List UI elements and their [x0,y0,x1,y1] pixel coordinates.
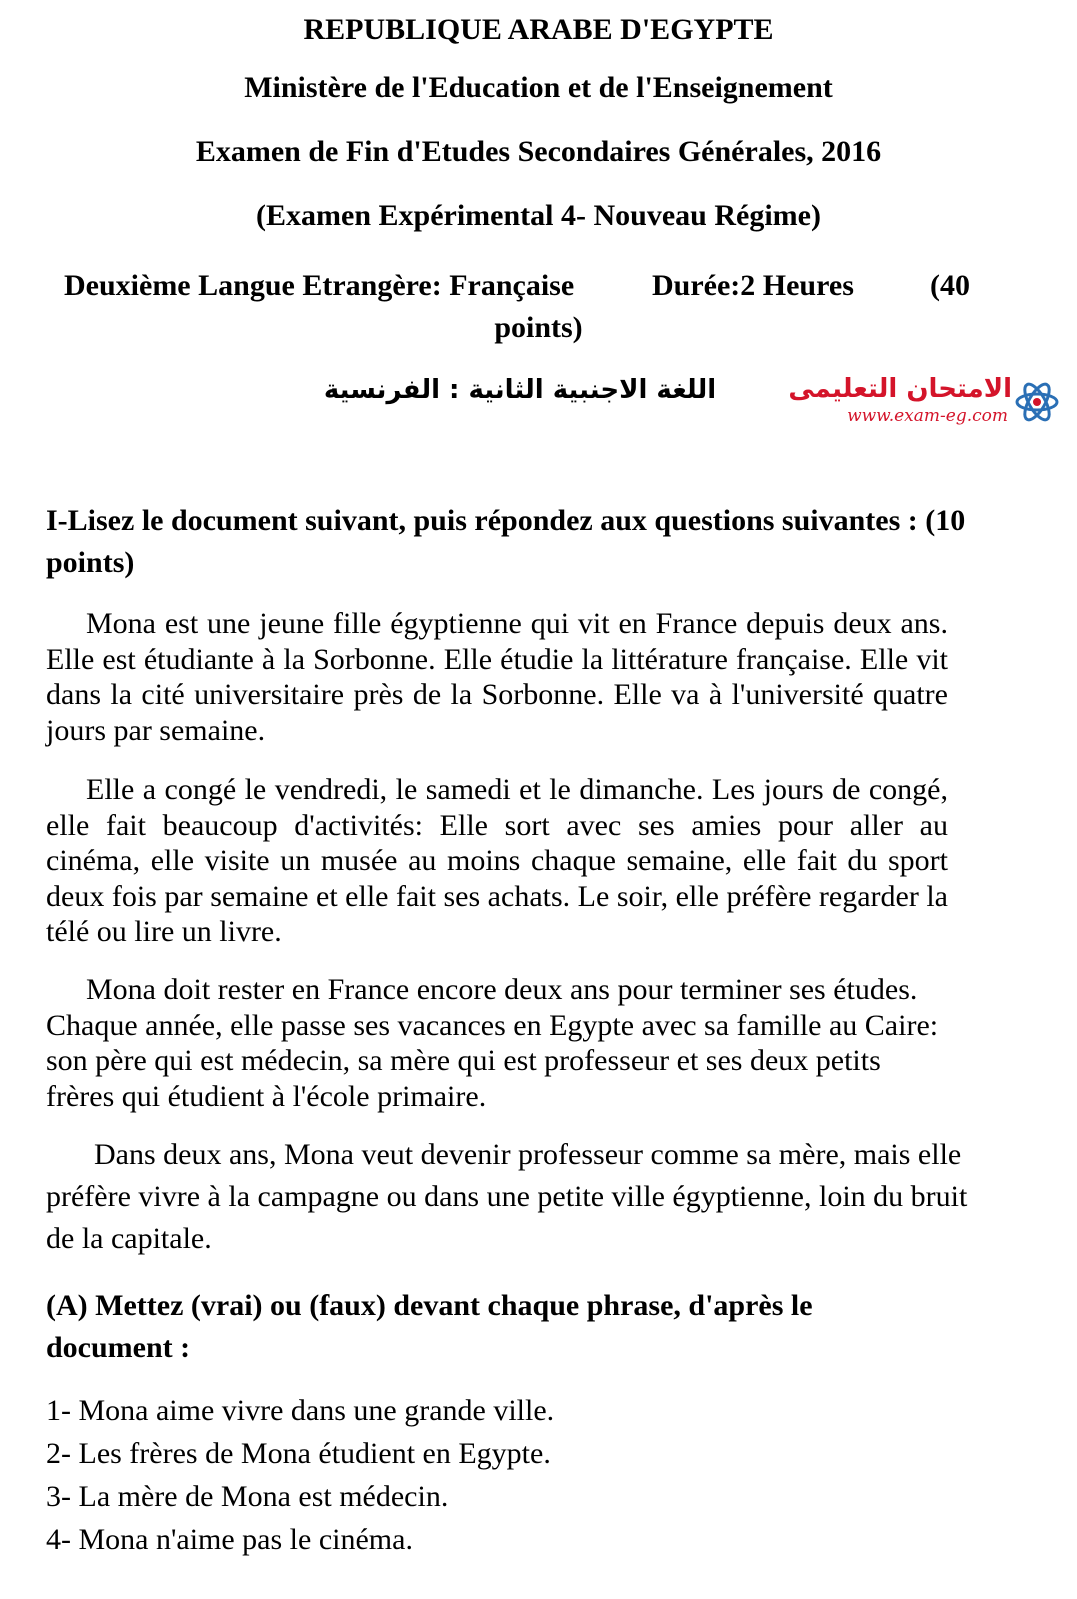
duration-label: Durée:2 Heures [652,269,854,302]
question-item-2: 2- Les frères de Mona étudient en Egypte. [46,1437,551,1470]
points-open-label: (40 [930,269,970,302]
section-title: I-Lisez le document suivant, puis répondez aux questions suivantes : (10 points) [46,504,966,579]
subject-label: Deuxième Langue Etrangère: Française [64,269,575,302]
logo-arabic-text: الامتحان التعليمى [788,374,1012,404]
atom-icon [1014,374,1060,430]
site-logo [770,372,1060,444]
paragraph-3: Mona doit rester en France encore deux ans pour terminer ses études. Chaque année, elle passe ses vacances en Egypte avec sa famille au Caire: son père qui est médecin, sa mère qui est professeur et ses deux petits frères qui étudient à l'école primaire. [46,973,939,1113]
exam-type-heading: (Examen Expérimental 4- Nouveau Régime) [256,199,821,232]
part-a-title: (A) Mettez (vrai) ou (faux) devant chaque phrase, d'après le document : [46,1289,813,1364]
subject-arabic: اللغة الاجنبية الثانية : الفرنسية [323,375,717,405]
question-item-4: 4- Mona n'aime pas le cinéma. [46,1523,413,1556]
paragraph-1: Mona est une jeune fille égyptienne qui vit en France depuis deux ans. Elle est étudiante à la Sorbonne. Elle étudie la littérature française. Elle vit dans la cité universitaire près de la Sorbonne. Elle va à l'université quatre jours par semaine. [46,607,948,747]
paragraph-2: Elle a congé le vendredi, le samedi et le dimanche. Les jours de congé, elle fait beaucoup d'activités: Elle sort avec ses amies pour aller au cinéma, elle visite un musée au moins chaque semaine, elle fait du sport deux fois par semaine et elle fait ses achats. Le soir, elle préfère regarder la télé ou lire un livre. [46,773,948,948]
question-item-3: 3- La mère de Mona est médecin. [46,1480,449,1513]
logo-url-text: www.exam-eg.com [847,406,1008,426]
subject-line [64,268,1004,304]
points-label: points) [494,311,583,344]
question-item-1: 1- Mona aime vivre dans une grande ville. [46,1394,555,1427]
country-heading: REPUBLIQUE ARABE D'EGYPTE [303,13,774,46]
paragraph-4: Dans deux ans, Mona veut devenir professeur comme sa mère, mais elle préfère vivre à la campagne ou dans une petite ville égyptienne, loin du bruit de la capitale. [46,1138,968,1255]
ministry-heading: Ministère de l'Education et de l'Enseignement [244,71,833,104]
exam-heading: Examen de Fin d'Etudes Secondaires Générales, 2016 [195,135,882,168]
